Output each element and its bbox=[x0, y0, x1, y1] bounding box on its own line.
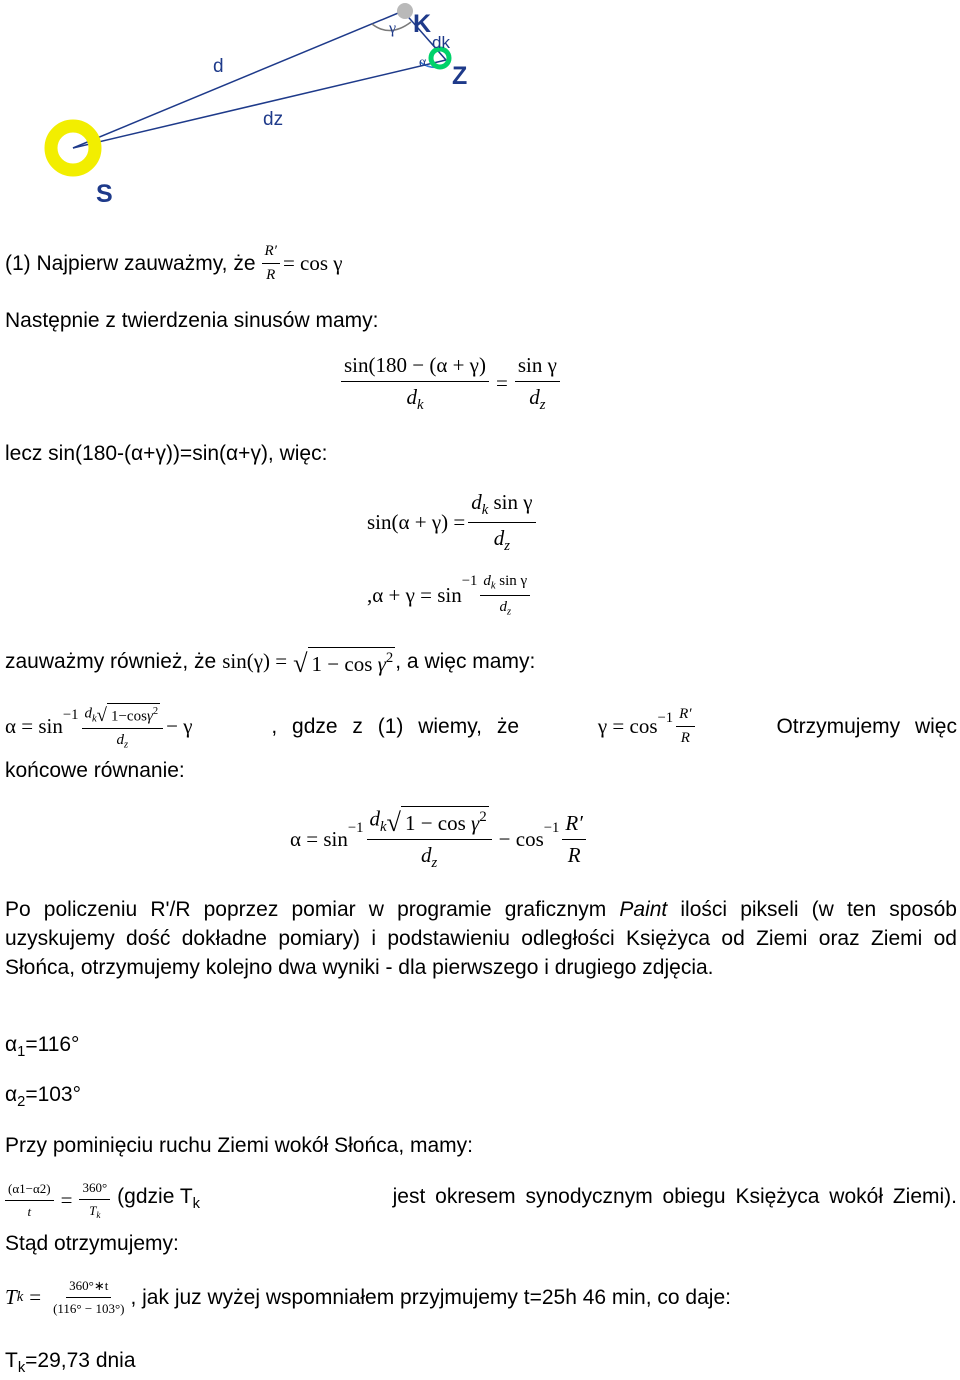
final-equation: α = sin $^{-1}$ $d_k$ √ $1 - \cos \gamma^2$ $d_z$ − cos $^{-1}$ $\frac{R'}{R}$ bbox=[290, 806, 589, 872]
line-d bbox=[73, 11, 403, 148]
label-Z: Z bbox=[452, 62, 468, 90]
sin-gamma-equation: sin(γ) = √ $1 - \cos \gamma^2$ bbox=[222, 648, 394, 678]
line-stad: Stąd otrzymujemy: bbox=[5, 1232, 179, 1255]
alpha1-value: $\alpha_1=116^\circ$ bbox=[5, 1033, 80, 1061]
sqrt: √ $1 - \cos \gamma^2$ bbox=[293, 648, 394, 678]
label-dz: dz bbox=[263, 109, 284, 130]
label-d: d bbox=[213, 56, 224, 77]
line1-text: (1) Najpierw zauważmy, że bbox=[5, 251, 256, 275]
label-alpha: α bbox=[419, 55, 427, 70]
alpha2-value: $\alpha_2=103^\circ$ bbox=[5, 1083, 82, 1111]
line-4: zauważmy również, że sin(γ) = √ $1 - \cos \gamma^2$ , a więc mamy: bbox=[5, 648, 536, 678]
line-tk-equation: T k = $\frac{360^\circ∗t}{(116^\circ - 103^\circ)}$ , jak juz wyżej wspomniałem przyjmujemy t=25h 46 min, co daje: bbox=[5, 1278, 731, 1316]
line-2: Następnie z twierdzenia sinusów mamy: bbox=[5, 309, 379, 332]
label-K: K bbox=[413, 10, 432, 38]
line-5: α = sin $^{-1}$ $d_k$ √ 1−cosγ$^2$ $d_z$ − γ , gdze z (1) wiemy, że γ = cos $^{-1}$ $\frac{R'}{R}$ Otrzymujemy więc bbox=[5, 704, 957, 751]
label-dk: dk bbox=[432, 33, 450, 52]
label-S: S bbox=[96, 180, 113, 208]
line-3: lecz sin(180-(α+γ))=sin(α+γ), więc: bbox=[5, 442, 328, 465]
tk-value: $T_k=29,73$ dnia bbox=[5, 1349, 136, 1377]
alpha-inline-equation: α = sin $^{-1}$ $d_k$ √ 1−cosγ$^2$ $d_z$ − γ bbox=[5, 704, 193, 751]
sin-sum-equation: sin(α + γ) = $\frac{d_k \sin \gamma}{d_z}$ bbox=[367, 490, 539, 555]
line-6: końcowe równanie: bbox=[5, 759, 185, 782]
moon-circle bbox=[397, 3, 413, 19]
results-paragraph: Po policzeniu R'/R poprzez pomiar w programie graficznym Paint ilości pikseli (w ten sposób uzyskujemy dość dokładne pomiary) i podstawieniu odległości Księżyca od Ziemi oraz Ziemi od Słońca, otrzymujemy kolejno dwa wyniki - dla pierwszego i drugiego zdjęcia. bbox=[5, 898, 957, 979]
line-1 bbox=[5, 243, 343, 284]
line-przy: Przy pominięciu ruchu Ziemi wokół Słońca, mamy: bbox=[5, 1134, 473, 1157]
arcsin-equation: ,α + γ = sin $^{-1}$ $\frac{d_k \sin \gamma}{d_z}$ bbox=[367, 573, 533, 617]
tk-equation: T k = $\frac{360^\circ∗t}{(116^\circ - 103^\circ)}$ bbox=[5, 1278, 125, 1316]
period-equation: $\frac{(\alpha 1-\alpha 2)}{t}$ = $\frac{360^\circ}{T_k}$ bbox=[5, 1180, 113, 1220]
sine-law-equation: $\frac{\sin(180 - (\alpha + \gamma)}{d_k}$ = $\frac{\text{sin γ}}{d_z}$ bbox=[338, 353, 563, 414]
eq1-rhs: = cos γ bbox=[282, 251, 343, 275]
geometry-diagram bbox=[0, 0, 520, 215]
ratio-r-fraction: $\frac{R'}{R}$ bbox=[262, 243, 280, 284]
line-dz bbox=[73, 60, 446, 148]
label-gamma: γ bbox=[389, 20, 397, 37]
gamma-equation: γ = cos $^{-1}$ $\frac{R'}{R}$ bbox=[598, 706, 698, 747]
line-period: $\frac{(\alpha 1-\alpha 2)}{t}$ = $\frac{360^\circ}{T_k}$ (gdzie $T_k$ jest okresem synodycznym obiegu Księżyca wokół Ziemi). bbox=[5, 1180, 957, 1220]
